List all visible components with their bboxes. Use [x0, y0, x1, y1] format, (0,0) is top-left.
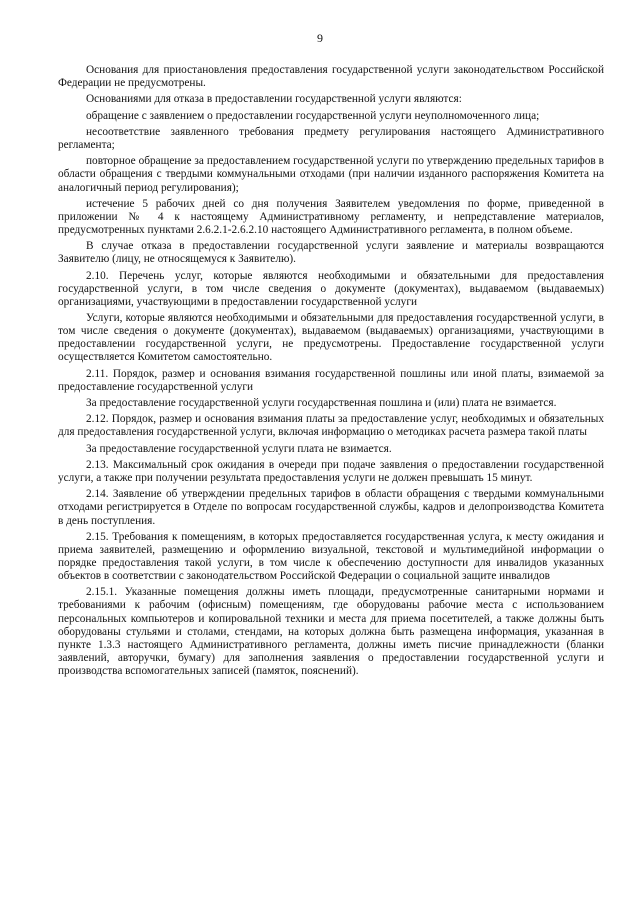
section-2-14: 2.14. Заявление об утверждении предельных тарифов в области обращения с твердыми коммунальными отходами регистрируется в Отделе по вопросам государственной службы, кадров и делопроизводства Комитета в день поступления.: [58, 488, 604, 527]
page-number: 9: [317, 31, 323, 45]
section-2-11-body: За предоставление государственной услуги государственная пошлина и (или) плата не взимается.: [86, 397, 557, 410]
paragraph-refusal-deadline: истечение 5 рабочих дней со дня получения Заявителем уведомления по форме, приведенной в приложении № 4 к настоящему Административному регламенту, и непредставление материалов, предусмотренных пунктами 2.6.2.1-2.6.2.10 настоящего Административного регламента, в полном объеме.: [58, 197, 604, 236]
paragraph-refusal-mismatch: несоответствие заявленного требования предмету регулирования настоящего Административного регламента;: [58, 125, 604, 152]
section-2-15-1: 2.15.1. Указанные помещения должны иметь площади, предусмотренные санитарными нормами и требованиями к рабочим (офисным) помещениям, где оборудованы рабочие места с использованием персональных компьютеров и копировальной техники и места для приема посетителей, а также должны быть оборудованы стульями и столами, стендами, на которых должна быть размещена информация, указанная в пункте 1.3.3 настоящего Административного регламента, должны иметь писчие принадлежности (бланки заявлений, авторучки, бумагу) для заполнения заявления о предоставлении государственной услуги и производства вспомогательных записей (памяток, пояснений).: [58, 586, 604, 677]
section-2-13: 2.13. Максимальный срок ожидания в очереди при подаче заявления о предоставлении государственной услуги, а также при получении результата предоставления услуги не должен превышать 15 минут.: [58, 458, 604, 485]
paragraph-refusal-repeat: повторное обращение за предоставлением государственной услуги по утверждению предельных тарифов в области обращения с твердыми коммунальными отходами (при наличии изданного распоряжения Комитета на аналогичный период регулирования);: [58, 155, 604, 194]
paragraph-refusal-return: В случае отказа в предоставлении государственной услуги заявление и материалы возвращаются Заявителю (лицу, не относящемуся к Заявителю).: [58, 240, 604, 266]
document-body: [58, 64, 604, 681]
section-2-10-body: Услуги, которые являются необходимыми и обязательными для предоставления государственной услуги, в том числе сведения о документе (документах), выдаваемом (выдаваемых) организациями, участвующими в предоставлении государственной услуги, не предусмотрены. Предоставление государственной услуги осуществляется Комитетом самостоятельно.: [58, 312, 604, 364]
section-2-11-heading: 2.11. Порядок, размер и основания взимания государственной пошлины или иной платы, взимаемой за предоставление государственной услуги: [58, 367, 604, 393]
section-2-12-body: За предоставление государственной услуги плата не взимается.: [86, 442, 392, 455]
paragraph-refusal-unauthorized: обращение с заявлением о предоставлении государственной услуги неуполномоченного лица;: [86, 109, 540, 122]
paragraph-suspension-grounds: Основания для приостановления предоставления государственной услуги законодательством Российской Федерации не предусмотрены.: [58, 64, 604, 90]
section-2-10-heading: 2.10. Перечень услуг, которые являются необходимыми и обязательными для предоставления государственной услуги, в том числе сведения о документе (документах), выдаваемом (выдаваемых) организациями, участвующими в предоставлении государственной услуги: [58, 269, 604, 308]
section-2-12-heading: 2.12. Порядок, размер и основания взимания платы за предоставление услуг, необходимых и обязательных для предоставления государственной услуги, включая информацию о методиках расчета размера такой платы: [58, 413, 604, 439]
paragraph-refusal-grounds-intro: Основаниями для отказа в предоставлении государственной услуги являются:: [86, 93, 462, 106]
section-2-15-heading: 2.15. Требования к помещениям, в которых предоставляется государственная услуга, к месту ожидания и приема заявителей, размещению и оформлению визуальной, текстовой и мультимедийной информации о порядке предоставления такой услуги, в том числе к обеспечению доступности для инвалидов указанных объектов в соответствии с законодательством Российской Федерации о социальной защите инвалидов: [58, 530, 604, 583]
